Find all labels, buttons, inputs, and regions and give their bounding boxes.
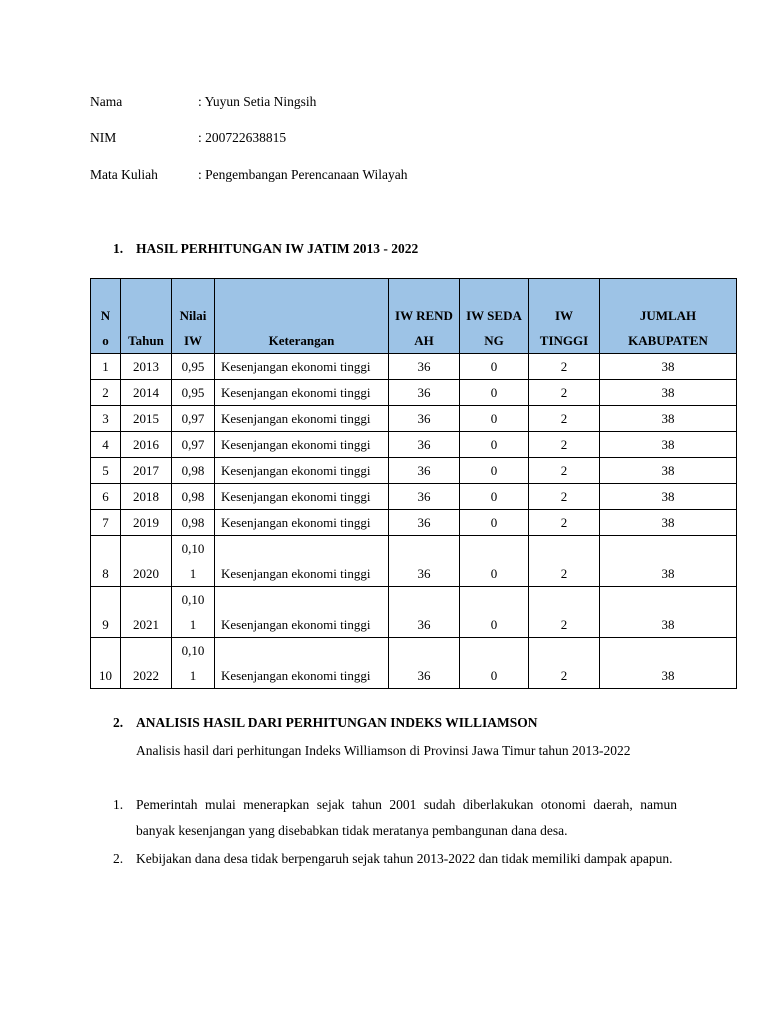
cell-nilai-iw: 0,97 xyxy=(172,432,215,458)
cell-no: 3 xyxy=(91,406,121,432)
header-tahun: Tahun xyxy=(121,279,172,354)
cell-tahun: 2016 xyxy=(121,432,172,458)
header-jumlah-kabupaten: JUMLAH KABUPATEN xyxy=(600,279,737,354)
nim-value: : 200722638815 xyxy=(198,130,287,145)
list-item-text: Pemerintah mulai menerapkan sejak tahun 2001 sudah diberlakukan otonomi daerah, namun banyak kesenjangan yang disebabkan tidak meratanya pembangunan dana desa. xyxy=(136,797,677,838)
nim-label: NIM xyxy=(90,130,117,145)
cell-keterangan: Kesenjangan ekonomi tinggi xyxy=(215,638,389,689)
cell-iw-rendah: 36 xyxy=(389,432,460,458)
mata-kuliah-label: Mata Kuliah xyxy=(90,167,158,182)
cell-no: 2 xyxy=(91,380,121,406)
cell-tahun: 2020 xyxy=(121,536,172,587)
cell-iw-rendah: 36 xyxy=(389,638,460,689)
table-row xyxy=(91,432,737,458)
table-header-row xyxy=(91,279,737,354)
cell-iw-sedang: 0 xyxy=(460,638,529,689)
header-iw-tinggi: IW TINGGI xyxy=(529,279,600,354)
cell-jumlah-kabupaten: 38 xyxy=(600,484,737,510)
cell-nilai-iw: 0,98 xyxy=(172,484,215,510)
cell-keterangan: Kesenjangan ekonomi tinggi xyxy=(215,354,389,380)
cell-nilai-iw: 0,95 xyxy=(172,380,215,406)
cell-jumlah-kabupaten: 38 xyxy=(600,432,737,458)
cell-keterangan: Kesenjangan ekonomi tinggi xyxy=(215,458,389,484)
cell-tahun: 2018 xyxy=(121,484,172,510)
cell-iw-sedang: 0 xyxy=(460,406,529,432)
cell-keterangan: Kesenjangan ekonomi tinggi xyxy=(215,380,389,406)
cell-keterangan: Kesenjangan ekonomi tinggi xyxy=(215,587,389,638)
section-2-intro: Analisis hasil dari perhitungan Indeks Williamson di Provinsi Jawa Timur tahun 2013-2022 xyxy=(136,743,631,758)
cell-iw-sedang: 0 xyxy=(460,432,529,458)
cell-jumlah-kabupaten: 38 xyxy=(600,380,737,406)
cell-keterangan: Kesenjangan ekonomi tinggi xyxy=(215,406,389,432)
cell-iw-sedang: 0 xyxy=(460,354,529,380)
cell-jumlah-kabupaten: 38 xyxy=(600,406,737,432)
cell-no: 10 xyxy=(91,638,121,689)
table-row xyxy=(91,587,737,638)
cell-iw-tinggi: 2 xyxy=(529,406,600,432)
cell-keterangan: Kesenjangan ekonomi tinggi xyxy=(215,432,389,458)
cell-jumlah-kabupaten: 38 xyxy=(600,536,737,587)
section-1-title: HASIL PERHITUNGAN IW JATIM 2013 - 2022 xyxy=(136,241,419,256)
nama-value: : Yuyun Setia Ningsih xyxy=(198,94,317,109)
cell-iw-rendah: 36 xyxy=(389,406,460,432)
section-2-number: 2. xyxy=(113,715,124,730)
cell-jumlah-kabupaten: 38 xyxy=(600,458,737,484)
header-keterangan: Keterangan xyxy=(215,279,389,354)
table-row xyxy=(91,638,737,689)
table-row xyxy=(91,406,737,432)
cell-iw-rendah: 36 xyxy=(389,536,460,587)
cell-tahun: 2014 xyxy=(121,380,172,406)
list-item-number: 2. xyxy=(113,851,124,866)
table-row xyxy=(91,380,737,406)
cell-iw-rendah: 36 xyxy=(389,380,460,406)
cell-iw-tinggi: 2 xyxy=(529,484,600,510)
table-row xyxy=(91,354,737,380)
cell-nilai-iw: 0,101 xyxy=(172,587,215,638)
cell-tahun: 2021 xyxy=(121,587,172,638)
cell-iw-sedang: 0 xyxy=(460,380,529,406)
table-row xyxy=(91,510,737,536)
iw-table xyxy=(90,278,737,689)
cell-iw-tinggi: 2 xyxy=(529,638,600,689)
cell-iw-rendah: 36 xyxy=(389,354,460,380)
section-1-heading xyxy=(113,241,418,257)
cell-jumlah-kabupaten: 38 xyxy=(600,354,737,380)
section-2-heading xyxy=(113,715,537,731)
cell-iw-rendah: 36 xyxy=(389,587,460,638)
nama-label: Nama xyxy=(90,94,123,109)
mata-kuliah-value: : Pengembangan Perencanaan Wilayah xyxy=(198,167,408,182)
cell-iw-tinggi: 2 xyxy=(529,380,600,406)
cell-nilai-iw: 0,95 xyxy=(172,354,215,380)
header-nilai-iw: Nilai IW xyxy=(172,279,215,354)
cell-no: 8 xyxy=(91,536,121,587)
table-row xyxy=(91,458,737,484)
cell-iw-sedang: 0 xyxy=(460,458,529,484)
cell-iw-tinggi: 2 xyxy=(529,587,600,638)
cell-iw-tinggi: 2 xyxy=(529,354,600,380)
cell-iw-rendah: 36 xyxy=(389,510,460,536)
cell-tahun: 2019 xyxy=(121,510,172,536)
cell-no: 9 xyxy=(91,587,121,638)
header-iw-rendah: IW RENDAH xyxy=(389,279,460,354)
section-1-number: 1. xyxy=(113,241,124,256)
cell-iw-rendah: 36 xyxy=(389,484,460,510)
list-item-number: 1. xyxy=(113,797,124,812)
header-no: No xyxy=(91,279,121,354)
table-row xyxy=(91,536,737,587)
section-2-title: ANALISIS HASIL DARI PERHITUNGAN INDEKS WILLIAMSON xyxy=(136,715,538,730)
cell-no: 1 xyxy=(91,354,121,380)
cell-jumlah-kabupaten: 38 xyxy=(600,638,737,689)
cell-tahun: 2013 xyxy=(121,354,172,380)
cell-nilai-iw: 0,98 xyxy=(172,458,215,484)
cell-keterangan: Kesenjangan ekonomi tinggi xyxy=(215,484,389,510)
cell-nilai-iw: 0,98 xyxy=(172,510,215,536)
cell-iw-tinggi: 2 xyxy=(529,536,600,587)
list-item-text: Kebijakan dana desa tidak berpengaruh sejak tahun 2013-2022 dan tidak memiliki dampak apapun. xyxy=(136,851,673,866)
header-iw-sedang: IW SEDANG xyxy=(460,279,529,354)
cell-no: 5 xyxy=(91,458,121,484)
cell-nilai-iw: 0,97 xyxy=(172,406,215,432)
cell-nilai-iw: 0,101 xyxy=(172,638,215,689)
cell-tahun: 2022 xyxy=(121,638,172,689)
table-row xyxy=(91,484,737,510)
cell-no: 4 xyxy=(91,432,121,458)
cell-tahun: 2017 xyxy=(121,458,172,484)
cell-jumlah-kabupaten: 38 xyxy=(600,510,737,536)
cell-iw-sedang: 0 xyxy=(460,536,529,587)
cell-keterangan: Kesenjangan ekonomi tinggi xyxy=(215,536,389,587)
cell-iw-tinggi: 2 xyxy=(529,510,600,536)
cell-iw-rendah: 36 xyxy=(389,458,460,484)
cell-tahun: 2015 xyxy=(121,406,172,432)
cell-no: 7 xyxy=(91,510,121,536)
cell-keterangan: Kesenjangan ekonomi tinggi xyxy=(215,510,389,536)
cell-iw-tinggi: 2 xyxy=(529,458,600,484)
cell-iw-sedang: 0 xyxy=(460,484,529,510)
cell-iw-sedang: 0 xyxy=(460,510,529,536)
cell-iw-tinggi: 2 xyxy=(529,432,600,458)
cell-jumlah-kabupaten: 38 xyxy=(600,587,737,638)
cell-nilai-iw: 0,101 xyxy=(172,536,215,587)
cell-no: 6 xyxy=(91,484,121,510)
cell-iw-sedang: 0 xyxy=(460,587,529,638)
